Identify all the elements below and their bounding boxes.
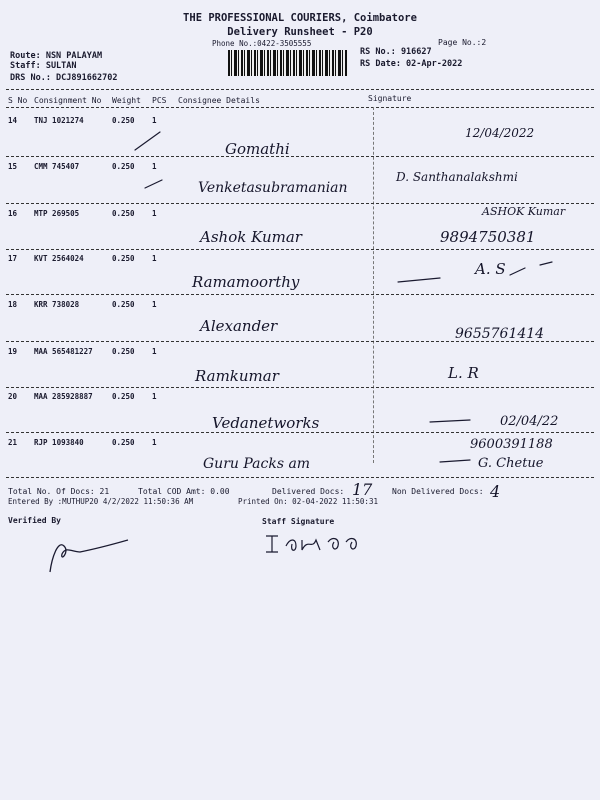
row-consignee-handwriting: Venketasubramanian (198, 180, 348, 196)
row-consignee-handwriting: Ramamoorthy (192, 273, 300, 291)
row-weight: 0.250 (112, 116, 135, 125)
rs-date: RS Date: 02-Apr-2022 (360, 59, 463, 69)
route-label: Route: NSN PALAYAM (10, 51, 103, 61)
staff-label: Staff: SULTAN (10, 61, 77, 71)
row-signature-handwriting: D. Santhanalakshmi (396, 170, 518, 184)
delivered-docs-handwriting: 17 (352, 480, 373, 499)
verified-by-label: Verified By (8, 516, 61, 525)
dash-stroke (430, 420, 470, 422)
row-consignment: CMM 745407 (34, 162, 80, 171)
row-sno: 17 (8, 254, 18, 263)
col-weight: Weight (112, 96, 141, 105)
delivered-docs-label: Delivered Docs: (272, 487, 345, 496)
total-docs: Total No. Of Docs: 21 (8, 487, 110, 496)
rs-number: RS No.: 916627 (360, 47, 432, 57)
row-pcs: 1 (152, 300, 157, 309)
printed-on: Printed On: 02-04-2022 11:50:31 (238, 497, 378, 506)
row-signature-handwriting: A. S (475, 260, 506, 278)
row-divider (6, 432, 594, 433)
col-signature: Signature (368, 94, 412, 103)
row-weight: 0.250 (112, 209, 135, 218)
row-weight: 0.250 (112, 162, 135, 171)
dash-stroke (398, 278, 440, 282)
row-pcs: 1 (152, 254, 157, 263)
phone-number: Phone No.:0422-3505555 (212, 39, 312, 48)
company-title: THE PROFESSIONAL COURIERS, Coimbatore (183, 12, 417, 24)
row-sno: 15 (8, 162, 18, 171)
row-pcs: 1 (152, 392, 157, 401)
tick-mark (145, 180, 162, 188)
row-weight: 0.250 (112, 438, 135, 447)
header-bottom-rule (6, 107, 594, 108)
row-consignee-handwriting: Gomathi (225, 140, 290, 158)
row-sno: 19 (8, 347, 18, 356)
row-sno: 18 (8, 300, 18, 309)
row-weight: 0.250 (112, 347, 135, 356)
col-sno: S No (8, 96, 28, 105)
row-consignee-handwriting: Alexander (200, 317, 278, 335)
row-signature-handwriting: 9894750381 (440, 228, 536, 246)
verified-signature (40, 532, 140, 582)
row-consignee-handwriting: Vedanetworks (212, 414, 320, 432)
col-consignee: Consignee Details (178, 96, 260, 105)
row-consignee-handwriting: Ramkumar (195, 367, 279, 385)
row-sno: 21 (8, 438, 18, 447)
row-signature-handwriting-2: 9600391188 (470, 437, 553, 452)
row-weight: 0.250 (112, 254, 135, 263)
row-signature-handwriting: L. R (448, 364, 479, 382)
row-weight: 0.250 (112, 392, 135, 401)
row-consignment: MAA 565481227 (34, 347, 93, 356)
row-divider (6, 156, 594, 157)
row-divider (6, 203, 594, 204)
row-pcs: 1 (152, 116, 157, 125)
row-signature-handwriting: 02/04/22 (500, 414, 559, 429)
row-pcs: 1 (152, 209, 157, 218)
drs-number: DRS No.: DCJ891662702 (10, 73, 118, 83)
staff-signature-label: Staff Signature (262, 517, 335, 526)
signature-column-divider (373, 107, 374, 463)
row-pcs: 1 (152, 347, 157, 356)
row-divider (6, 341, 594, 342)
row-signature-handwriting: 12/04/2022 (465, 126, 535, 140)
row-divider (6, 294, 594, 295)
total-cod: Total COD Amt: 0.00 (138, 487, 230, 496)
row-signature-handwriting: 9655761414 (455, 326, 545, 342)
row-pcs: 1 (152, 162, 157, 171)
row-signature-handwriting-2: ASHOK Kumar (482, 205, 566, 218)
non-delivered-docs-handwriting: 4 (490, 482, 501, 501)
dash-stroke (440, 460, 470, 462)
row-consignment: MTP 269505 (34, 209, 80, 218)
staff-signature (262, 528, 382, 558)
row-divider (6, 477, 594, 478)
row-consignee-handwriting: Ashok Kumar (200, 228, 302, 246)
non-delivered-docs-label: Non Delivered Docs: (392, 487, 484, 496)
header-top-rule (6, 89, 594, 90)
row-divider (6, 249, 594, 250)
row-sno: 20 (8, 392, 18, 401)
tick-mark (135, 132, 160, 150)
entered-by: Entered By :MUTHUP20 4/2/2022 11:50:36 AM (8, 497, 194, 506)
row-consignment: KVT 2564024 (34, 254, 84, 263)
row-divider (6, 387, 594, 388)
row-signature-handwriting: G. Chetue (478, 456, 544, 471)
sig-stroke (510, 262, 552, 275)
row-sno: 16 (8, 209, 18, 218)
sheet-title: Delivery Runsheet - P20 (227, 26, 373, 38)
col-pcs: PCS (152, 96, 167, 105)
barcode (228, 50, 348, 76)
col-consignment: Consignment No (34, 96, 102, 105)
row-consignment: KRR 738028 (34, 300, 80, 309)
row-weight: 0.250 (112, 300, 135, 309)
row-consignment: TNJ 1021274 (34, 116, 84, 125)
row-consignment: MAA 285928887 (34, 392, 93, 401)
row-consignment: RJP 1093840 (34, 438, 84, 447)
page-number: Page No.:2 (438, 38, 487, 47)
row-pcs: 1 (152, 438, 157, 447)
row-consignee-handwriting: Guru Packs am (203, 456, 311, 472)
row-sno: 14 (8, 116, 18, 125)
